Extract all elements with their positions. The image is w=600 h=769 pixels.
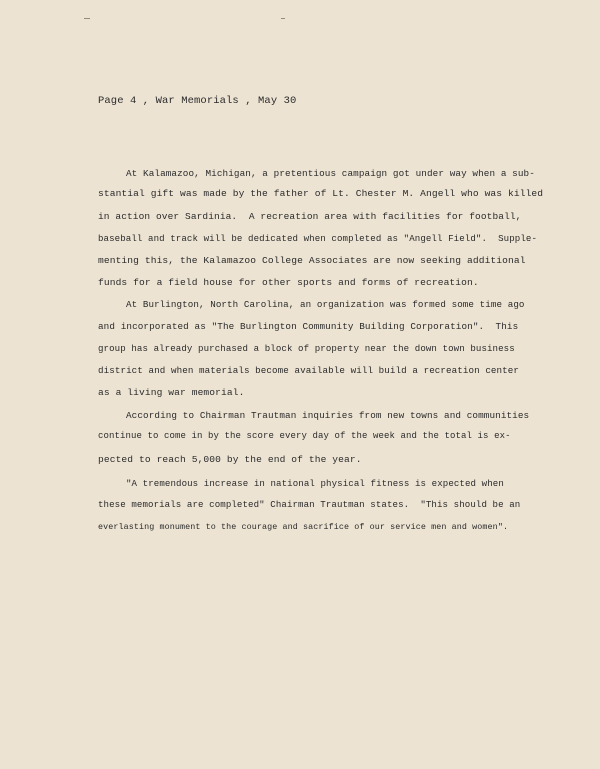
text-line: district and when materials become available will build a recreation center: [98, 365, 520, 376]
text-line: continue to come in by the score every day of the week and the total is ex-: [98, 431, 511, 441]
text-line: everlasting monument to the courage and sacrifice of our service men and women".: [98, 522, 509, 532]
text-line: baseball and track will be dedicated when completed as "Angell Field". Supple-: [98, 233, 538, 244]
text-line: menting this, the Kalamazoo College Associates are now seeking additional: [98, 255, 526, 266]
text-line: and incorporated as "The Burlington Community Building Corporation". This: [98, 321, 519, 332]
text-line: as a living war memorial.: [98, 387, 245, 398]
text-line: At Burlington, North Carolina, an organization was formed some time ago: [126, 299, 525, 310]
text-line: stantial gift was made by the father of Lt. Chester M. Angell who was killed: [98, 188, 544, 199]
paper-speck: [281, 18, 285, 19]
text-line: in action over Sardinia. A recreation area with facilities for football,: [98, 211, 522, 222]
text-line: funds for a field house for other sports and forms of recreation.: [98, 277, 479, 288]
paper-speck: [84, 18, 90, 19]
text-line: group has already purchased a block of property near the down town business: [98, 343, 515, 354]
text-line: these memorials are completed" Chairman Trautman states. "This should be an: [98, 499, 521, 510]
text-line: According to Chairman Trautman inquiries from new towns and communities: [126, 410, 530, 421]
text-line: At Kalamazoo, Michigan, a pretentious campaign got under way when a sub-: [126, 168, 535, 179]
text-line: pected to reach 5,000 by the end of the year.: [98, 454, 362, 465]
text-line: "A tremendous increase in national physical fitness is expected when: [126, 478, 504, 489]
page-header: Page 4 , War Memorials , May 30: [98, 95, 297, 107]
